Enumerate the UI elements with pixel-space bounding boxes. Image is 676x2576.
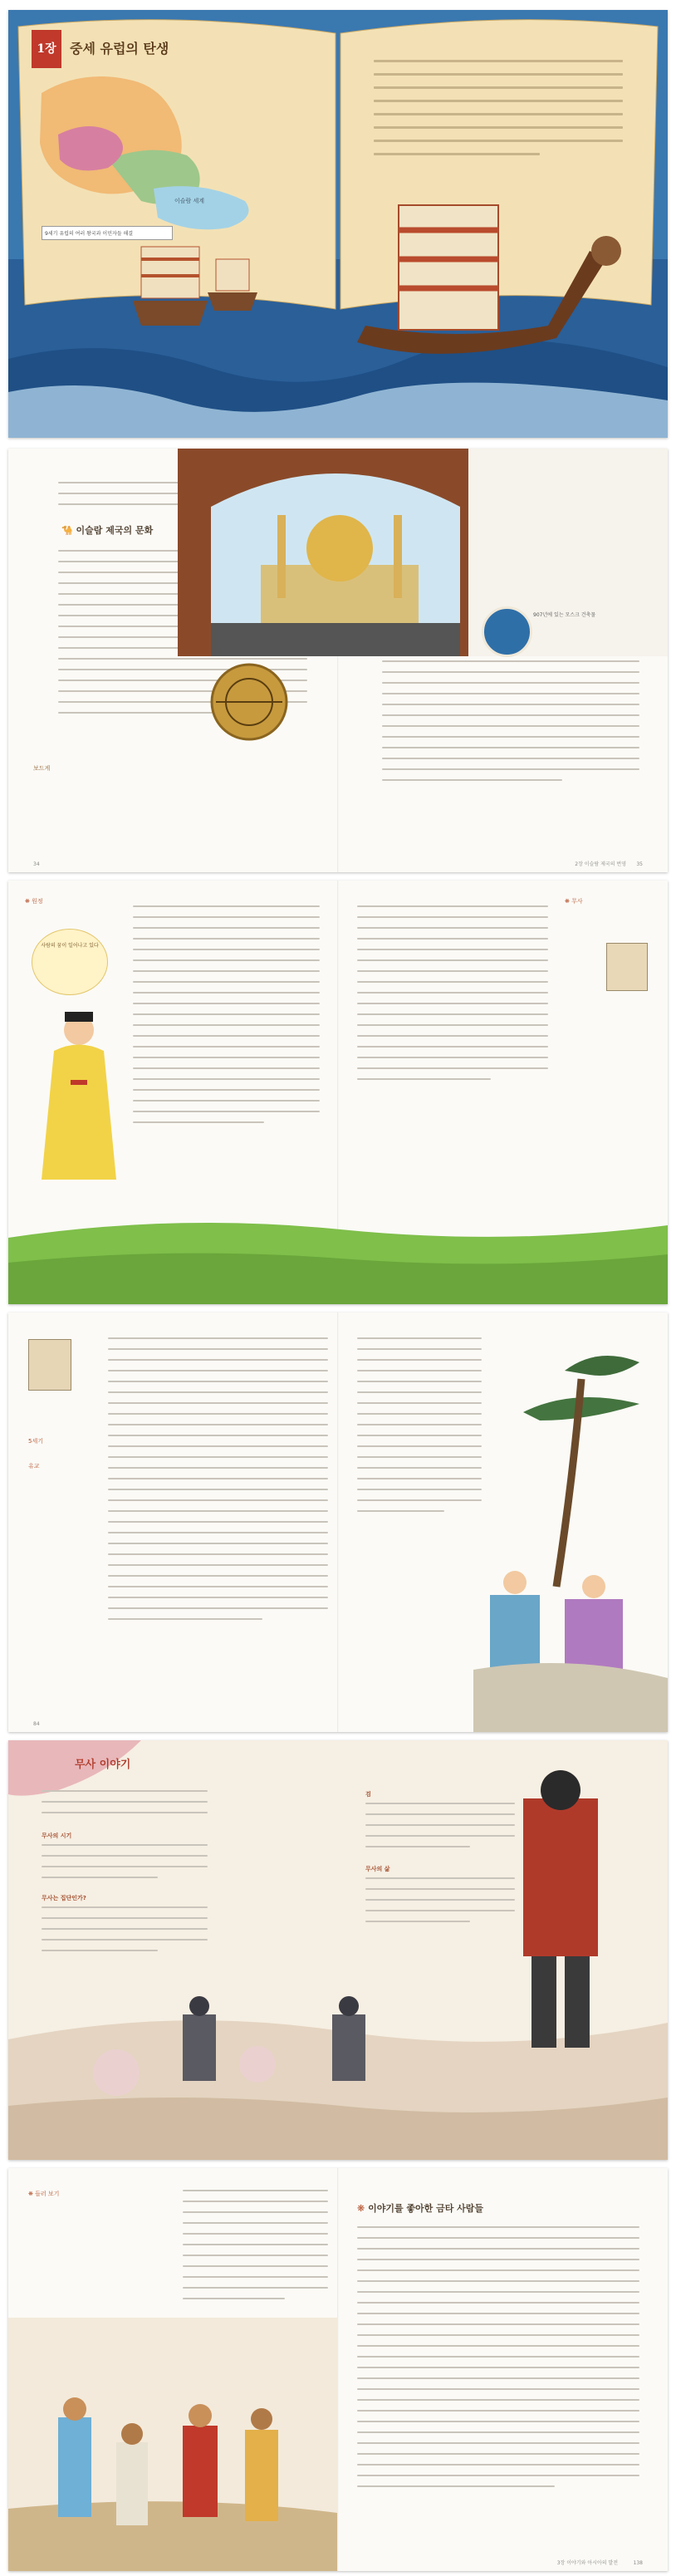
spread-mongol-era <box>8 881 668 1304</box>
page-number-right: 138 <box>633 2560 643 2566</box>
tag-left-text: 원정 <box>32 898 43 905</box>
emperor-figure <box>33 1005 125 1188</box>
spread-indian-stories <box>8 2168 668 2571</box>
page-number-left: 34 <box>33 861 40 867</box>
spread1-illustration <box>8 10 668 438</box>
body-text-left <box>133 905 320 1132</box>
body-text-left-3 <box>42 1906 208 1960</box>
bird-icon: ❋ <box>28 2191 33 2197</box>
section-title-text: 이슬람 제국의 문화 <box>76 525 154 536</box>
running-head: 2장 이슬람 제국의 번영 <box>575 861 626 867</box>
spread-islamic-culture <box>8 449 668 872</box>
body-text-right <box>365 1803 515 1857</box>
side-note-b: 유교 <box>28 1463 40 1470</box>
bird-icon: ❋ <box>565 898 570 905</box>
bird-icon: ❋ <box>25 898 30 905</box>
chapter-badge: 1장 <box>32 30 61 68</box>
running-head: 3장 이야기와 아시아의 발전 <box>556 2560 618 2566</box>
gutter <box>337 1313 339 1732</box>
page-number-right: 35 <box>636 861 643 867</box>
section-title <box>61 523 153 537</box>
tag-right <box>565 897 583 905</box>
map-label: 이슬람 세계 <box>174 198 205 204</box>
page-number-left: 84 <box>33 1721 40 1727</box>
camel-icon: 🐪 <box>61 525 73 536</box>
body-text-right <box>357 1337 482 1521</box>
tag-left-text: 들러 보기 <box>35 2191 60 2197</box>
pine-tree-scene <box>473 1313 668 1732</box>
portrait-image <box>606 943 648 991</box>
map-caption: 9세기 유럽의 여러 왕국과 이민자들 해결 <box>42 226 173 240</box>
photo-caption: 907년에 있는 모스크 건축물 <box>533 612 596 618</box>
body-text-right <box>357 905 548 1089</box>
bird-icon: ❋ <box>357 2203 365 2214</box>
speech-bubble: 사람의 꿈이 일어나고 있다 <box>32 929 108 995</box>
portrait-scholar <box>28 1339 71 1391</box>
subheading-2: 무사는 집단인가? <box>42 1895 86 1901</box>
body-text-left <box>183 2190 328 2309</box>
spread-title: 무사 이야기 <box>75 1759 131 1771</box>
tag-left <box>25 897 43 905</box>
right-title <box>357 2201 483 2215</box>
body-text-right-2 <box>365 1877 515 1931</box>
body-text-left-2 <box>42 1844 208 1887</box>
indian-people-scene <box>8 2318 337 2571</box>
spread-medieval-europe <box>8 10 668 438</box>
side-note-a: 5세기 <box>28 1438 43 1445</box>
grass-ground <box>8 1205 668 1304</box>
body-text-left <box>42 1790 208 1823</box>
tag-left <box>28 2190 59 2198</box>
spread-samurai <box>8 1740 668 2160</box>
subheading-4: 검 <box>365 1791 371 1798</box>
chapter-title: 중세 유럽의 탄생 <box>70 41 169 56</box>
spread-scholars <box>8 1313 668 1732</box>
subheading-3: 무사의 삶 <box>365 1866 390 1872</box>
body-text-right <box>357 2226 639 2496</box>
side-note: 보드게 <box>33 765 51 772</box>
photo-inset <box>482 606 532 657</box>
body-text-right <box>382 660 639 790</box>
tag-right-text: 무사 <box>571 898 583 905</box>
body-text-left <box>108 1337 328 1629</box>
mosque-photo <box>178 449 668 656</box>
astrolabe-image <box>199 656 299 748</box>
gutter <box>337 2168 339 2571</box>
subheading-1: 무사의 시기 <box>42 1833 72 1839</box>
right-title-text: 이야기를 좋아한 금타 사람들 <box>368 2203 484 2214</box>
